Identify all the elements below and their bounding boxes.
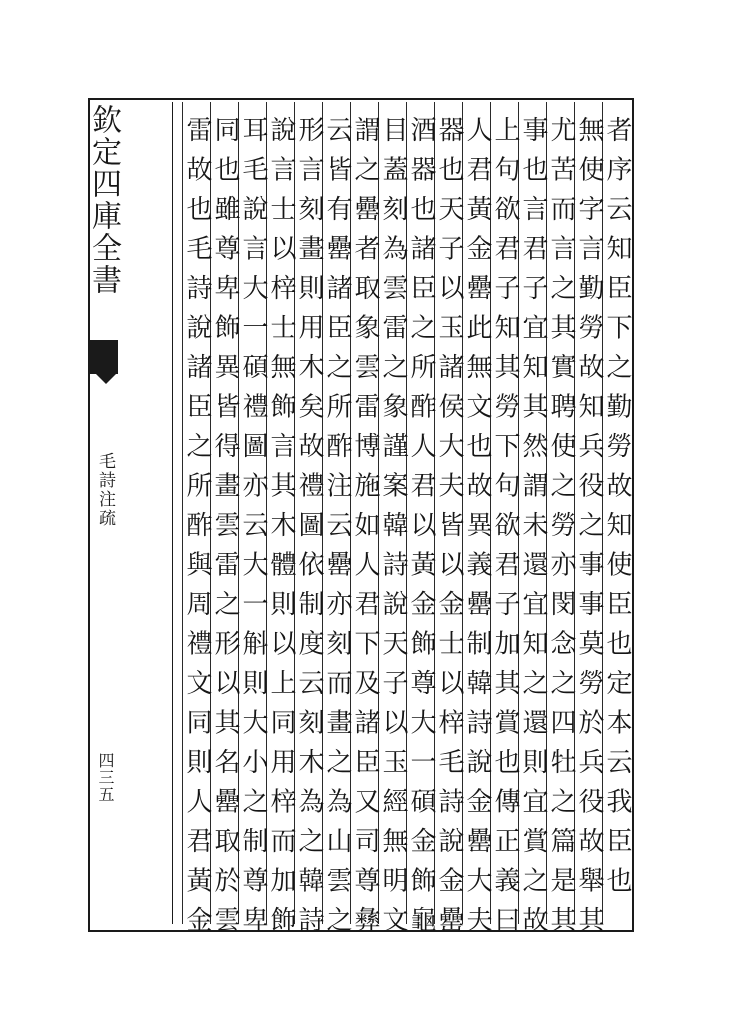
text-column: 人君黃金罍此無文也故異義罍制韓詩說金罍大夫 [462,116,492,946]
text-column: 耳毛說言大一碩禮圖亦云大一斛則大小之制尊卑 [238,116,268,946]
text-column: 器也天子以玉諸侯大夫皆以金士以梓毛詩說金罍 [434,116,464,946]
text-column: 尤苦而言之其實聘使之勞亦閔念之四牡之篇是其 [546,116,576,946]
book-name: 毛詩注疏 [95,452,115,528]
text-column: 者序云知臣下之勤勞故知使臣也定本云我臣也 [602,116,632,906]
text-column: 形言刻畫則用木矣故禮圖依制度云刻木為之韓詩 [294,116,324,946]
page-number: 四三五 [96,752,115,803]
text-column: 謂之罍者取象雲雷博施如人君下及諸臣又司尊彝 [350,116,380,946]
fish-tail-notch [96,374,116,384]
text-column: 無使字言勤勞故知兵役之事事莫勞於兵役故舉其 [574,116,604,946]
text-column: 云皆有罍諸臣之所酢注云罍亦刻而畫之為山雲之 [322,116,352,946]
fish-tail-mark [88,340,118,374]
text-column: 說言士以梓士無飾言其木體則以上同用梓而加飾 [266,116,296,946]
text-column: 上句欲君子知其勞下句欲君子加其賞也傳正義曰 [490,116,520,946]
text-column: 雷故也毛詩說諸臣之所酢與周禮文同則人君黃金 [182,116,212,946]
text-column: 事也言君子宜知其然謂未還宜知之還則宜賞之故 [518,116,548,946]
text-column: 目蓋刻為雲雷之象謹案韓詩說天子以玉經無明文 [378,116,408,946]
text-column: 同也雖尊卑飾異皆得畫雲雷之形以其名罍取於雲 [210,116,240,946]
text-column: 酒器也諸臣之所酢人君以黃金飾尊大一碩金飾龜 [406,116,436,946]
collection-title: 欽定四庫全書 [86,104,121,296]
